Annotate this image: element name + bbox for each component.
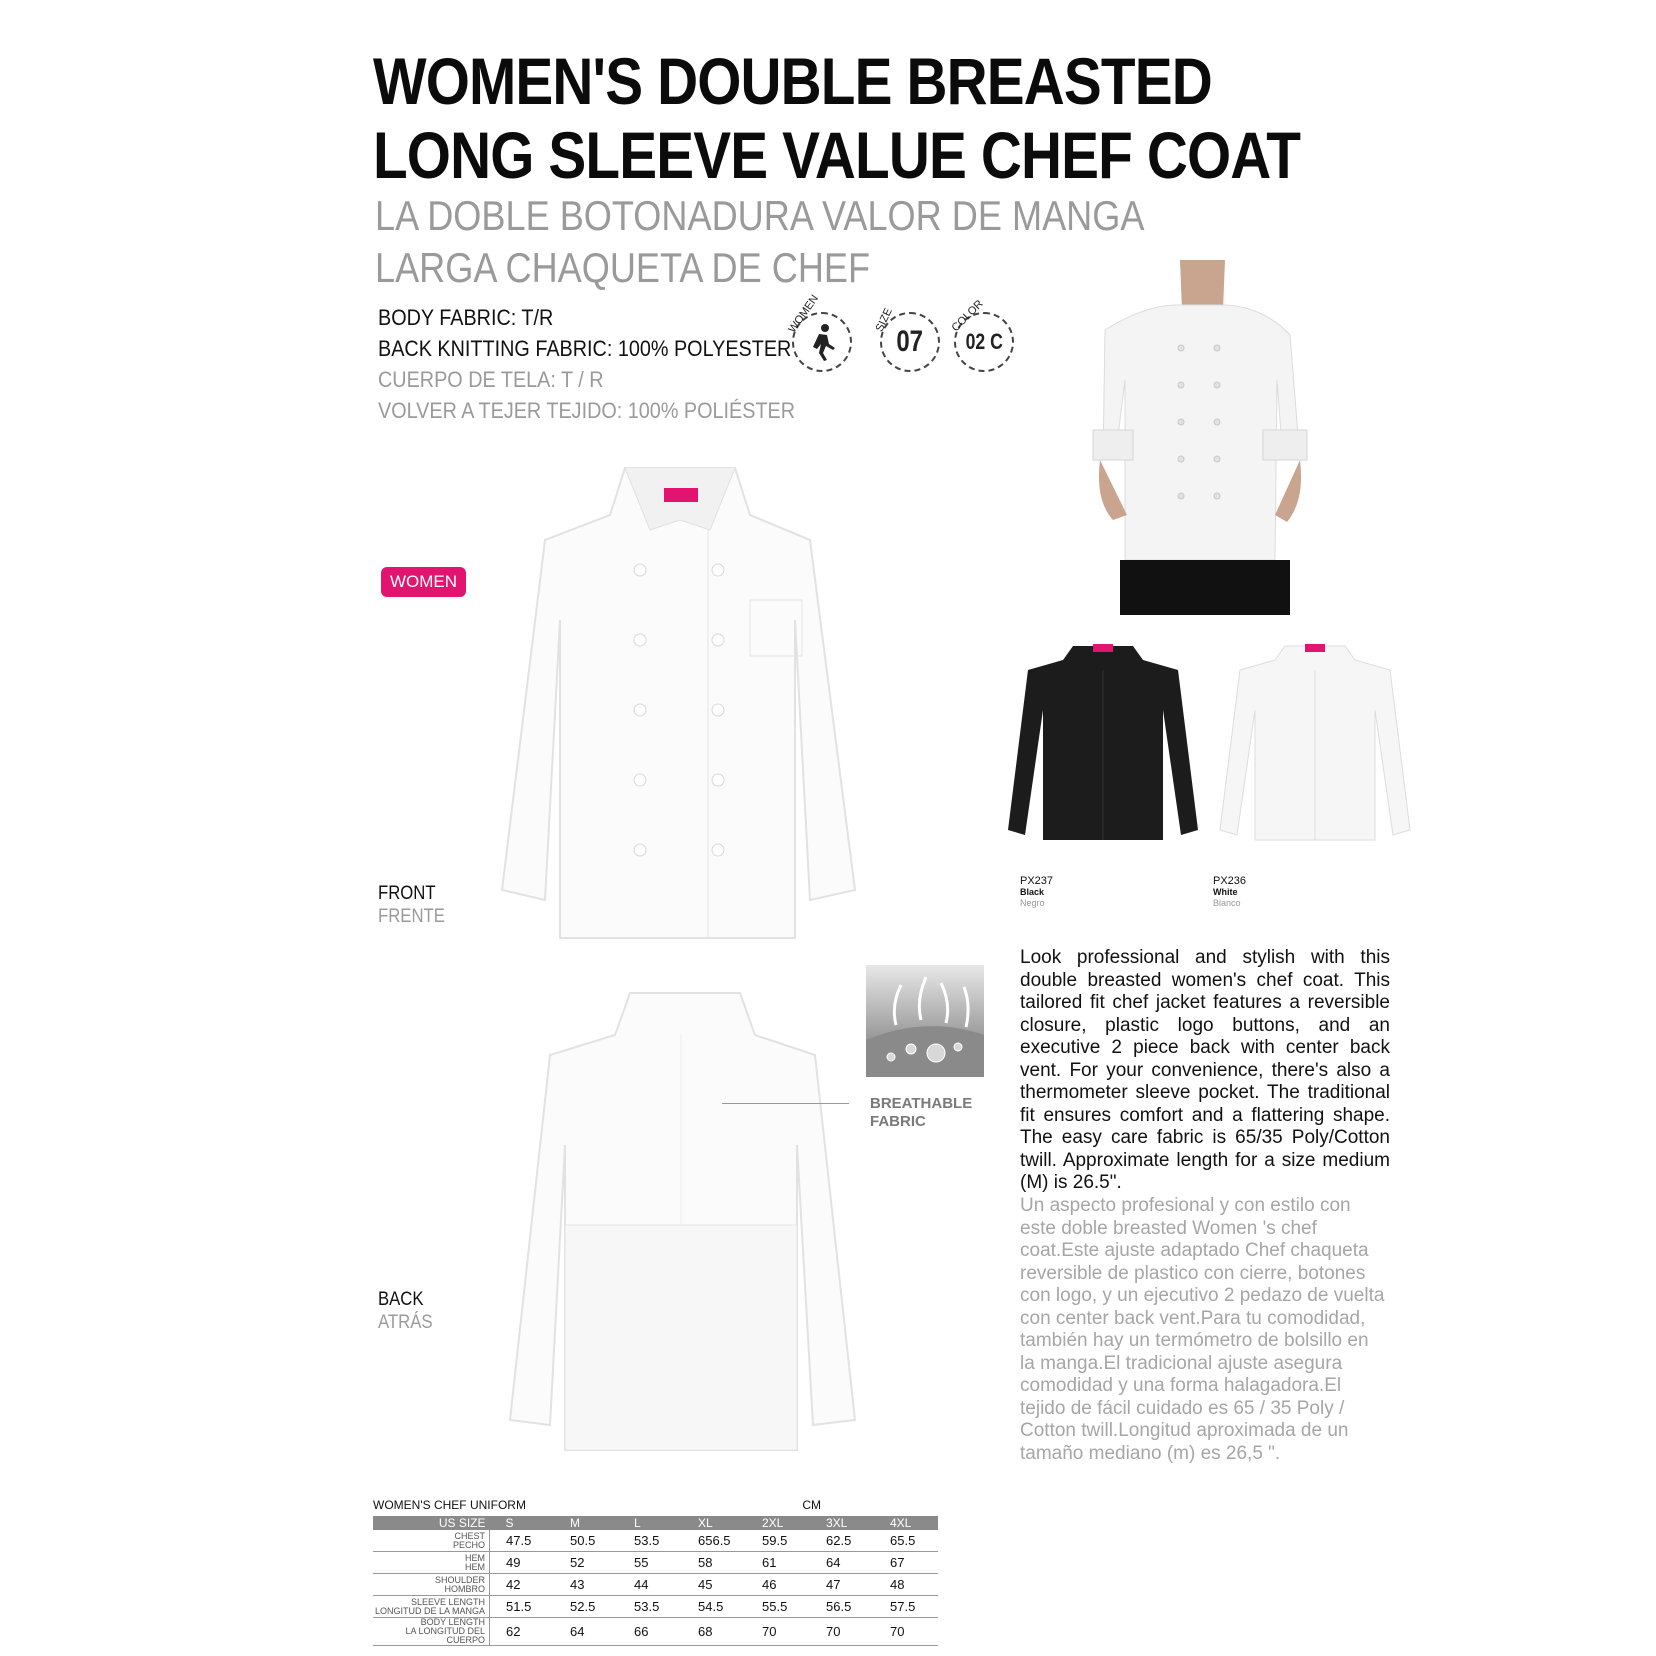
table-cell: 64: [810, 1552, 874, 1574]
row-label-es: LONGITUD DE LA MANGA: [374, 1605, 485, 1616]
table-cell: 49: [490, 1552, 555, 1574]
table-row: [373, 1530, 938, 1552]
size-header: XL: [682, 1516, 746, 1530]
product-subtitle-es: [375, 190, 1144, 294]
table-cell: 51.5: [490, 1596, 555, 1618]
variant-black: [1020, 876, 1053, 909]
table-row: [373, 1596, 938, 1618]
description-es: Un aspecto profesional y con estilo con este doble breasted Women 's chef coat.Este ajuste adaptado Chef chaqueta reversible de plastico con cierre, botones con logo, y un ejecutivo 2 pedazo de vuelta con center back vent.Para tu comodidad, también hay un termómetro de bolsillo en la manga.El tradicional ajuste asegura comodidad y una forma halagadora.El tejido de fácil cuidado es 65 / 35 Poly / Cotton twill.Longitud aproximada de un tamaño mediano (m) es 26,5 ".: [1020, 1195, 1385, 1464]
back-coat-image: [455, 985, 915, 1455]
size-table-title: WOMEN'S CHEF UNIFORM: [373, 1498, 526, 1512]
table-cell: 46: [746, 1574, 810, 1596]
table-cell: 47.5: [490, 1530, 555, 1552]
table-cell: 43: [554, 1574, 618, 1596]
subtitle-line2: LARGA CHAQUETA DE CHEF: [375, 244, 871, 291]
row-label: [373, 1596, 490, 1618]
table-row: [373, 1552, 938, 1574]
spec-body-fabric-es: CUERPO DE TELA: T / R: [378, 367, 604, 392]
row-label-en: BODY LENGTH: [420, 1617, 485, 1627]
row-label-en: CHEST: [454, 1530, 485, 1541]
table-cell: 56.5: [810, 1596, 874, 1618]
spec-body-fabric: BODY FABRIC: T/R: [378, 305, 554, 330]
row-label-en: SHOULDER: [434, 1574, 485, 1585]
row-label: [373, 1552, 490, 1574]
size-header: 3XL: [810, 1516, 874, 1530]
breathable-line2: FABRIC: [870, 1113, 926, 1130]
spec-back-fabric-es: VOLVER A TEJER TEJIDO: 100% POLIÉSTER: [378, 398, 796, 423]
size-header: M: [554, 1516, 618, 1530]
size-header-label: US SIZE: [373, 1516, 490, 1530]
table-cell: 44: [618, 1574, 682, 1596]
table-cell: 70: [874, 1618, 938, 1646]
row-label: [373, 1530, 490, 1552]
front-coat-image: [450, 460, 910, 942]
variant-color: White: [1213, 887, 1238, 897]
table-cell: 65.5: [874, 1530, 938, 1552]
table-cell: 58: [682, 1552, 746, 1574]
size-badge: [873, 306, 942, 374]
back-label-es: ATRÁS: [378, 1312, 433, 1333]
variant-color: Black: [1020, 887, 1045, 897]
size-table-header-row: [373, 1516, 938, 1530]
size-table: [373, 1516, 938, 1646]
table-cell: 50.5: [554, 1530, 618, 1552]
table-cell: 62: [490, 1618, 555, 1646]
row-label-en: SLEEVE LENGTH: [410, 1596, 485, 1607]
row-label: [373, 1618, 490, 1646]
table-cell: 68: [682, 1618, 746, 1646]
table-cell: 59.5: [746, 1530, 810, 1552]
white-coat-thumbnail: [1215, 640, 1415, 845]
front-label: [378, 882, 445, 928]
size-header: 4XL: [874, 1516, 938, 1530]
subtitle-line1: LA DOBLE BOTONADURA VALOR DE MANGA: [375, 192, 1145, 239]
table-row: [373, 1574, 938, 1596]
size-badge-label: SIZE: [873, 306, 895, 334]
table-cell: 64: [554, 1618, 618, 1646]
table-cell: 52: [554, 1552, 618, 1574]
front-label-en: FRONT: [378, 883, 436, 904]
table-cell: 67: [874, 1552, 938, 1574]
women-badge-label: WOMEN: [786, 292, 822, 336]
table-cell: 52.5: [554, 1596, 618, 1618]
breathable-line1: BREATHABLE: [870, 1095, 973, 1112]
variant-code: PX237: [1020, 875, 1054, 887]
row-label-es: HEM: [465, 1561, 485, 1572]
breathable-fabric-label: [870, 1095, 972, 1131]
table-cell: 53.5: [618, 1530, 682, 1552]
women-tag: WOMEN: [381, 567, 466, 597]
black-coat-thumbnail: [1003, 640, 1203, 845]
product-title-line1: WOMEN'S DOUBLE BREASTED: [373, 44, 1212, 118]
row-label-es: LA LONGITUD DEL CUERPO: [405, 1626, 485, 1645]
description-en: Look professional and stylish with this double breasted women's chef coat. This tailored fit chef jacket features a reversible closure, plastic logo buttons, and an executive 2 piece back with center back vent. For your convenience, there's also a thermometer sleeve pocket. The traditional fit ensures comfort and a flattering shape. The easy care fabric is 65/35 Poly/Cotton twill. Approximate length for a size medium (M) is 26.5".: [1020, 947, 1390, 1193]
runner-icon: [805, 322, 839, 362]
table-cell: 55.5: [746, 1596, 810, 1618]
size-table-heading: [373, 1498, 821, 1512]
row-label-es: PECHO: [452, 1539, 485, 1550]
spec-back-fabric: BACK KNITTING FABRIC: 100% POLYESTER: [378, 336, 792, 361]
size-table-unit: CM: [802, 1498, 821, 1512]
back-label-en: BACK: [378, 1289, 424, 1310]
variant-color-es: Blanco: [1213, 898, 1241, 908]
variant-code: PX236: [1213, 875, 1247, 887]
table-cell: 54.5: [682, 1596, 746, 1618]
size-header: 2XL: [746, 1516, 810, 1530]
table-cell: 48: [874, 1574, 938, 1596]
table-cell: 70: [810, 1618, 874, 1646]
color-badge-label: COLOR: [949, 297, 986, 335]
table-cell: 53.5: [618, 1596, 682, 1618]
table-cell: 47: [810, 1574, 874, 1596]
table-cell: 45: [682, 1574, 746, 1596]
table-cell: 66: [618, 1618, 682, 1646]
table-cell: 61: [746, 1552, 810, 1574]
variant-white: [1213, 876, 1246, 909]
size-header: L: [618, 1516, 682, 1530]
color-badge: [949, 297, 1016, 374]
row-label-en: HEM: [465, 1552, 485, 1563]
table-cell: 70: [746, 1618, 810, 1646]
women-badge: [786, 292, 854, 374]
product-title: [373, 44, 1300, 192]
callout-line: [722, 1103, 849, 1104]
row-label: [373, 1574, 490, 1596]
variant-color-es: Negro: [1020, 898, 1045, 908]
size-badge-value: 07: [896, 325, 924, 358]
size-header: S: [490, 1516, 555, 1530]
model-photo: [1085, 260, 1315, 615]
product-title-line2: LONG SLEEVE VALUE CHEF COAT: [373, 118, 1301, 192]
color-badge-value: 02 C: [965, 329, 1003, 354]
table-cell: 42: [490, 1574, 555, 1596]
table-cell: 55: [618, 1552, 682, 1574]
table-row: [373, 1618, 938, 1646]
back-label: [378, 1288, 433, 1334]
breathable-fabric-icon: [866, 965, 984, 1077]
fabric-specs: [378, 302, 795, 426]
table-cell: 57.5: [874, 1596, 938, 1618]
row-label-es: HOMBRO: [444, 1583, 485, 1594]
table-cell: 62.5: [810, 1530, 874, 1552]
table-cell: 656.5: [682, 1530, 746, 1552]
front-label-es: FRENTE: [378, 906, 445, 927]
